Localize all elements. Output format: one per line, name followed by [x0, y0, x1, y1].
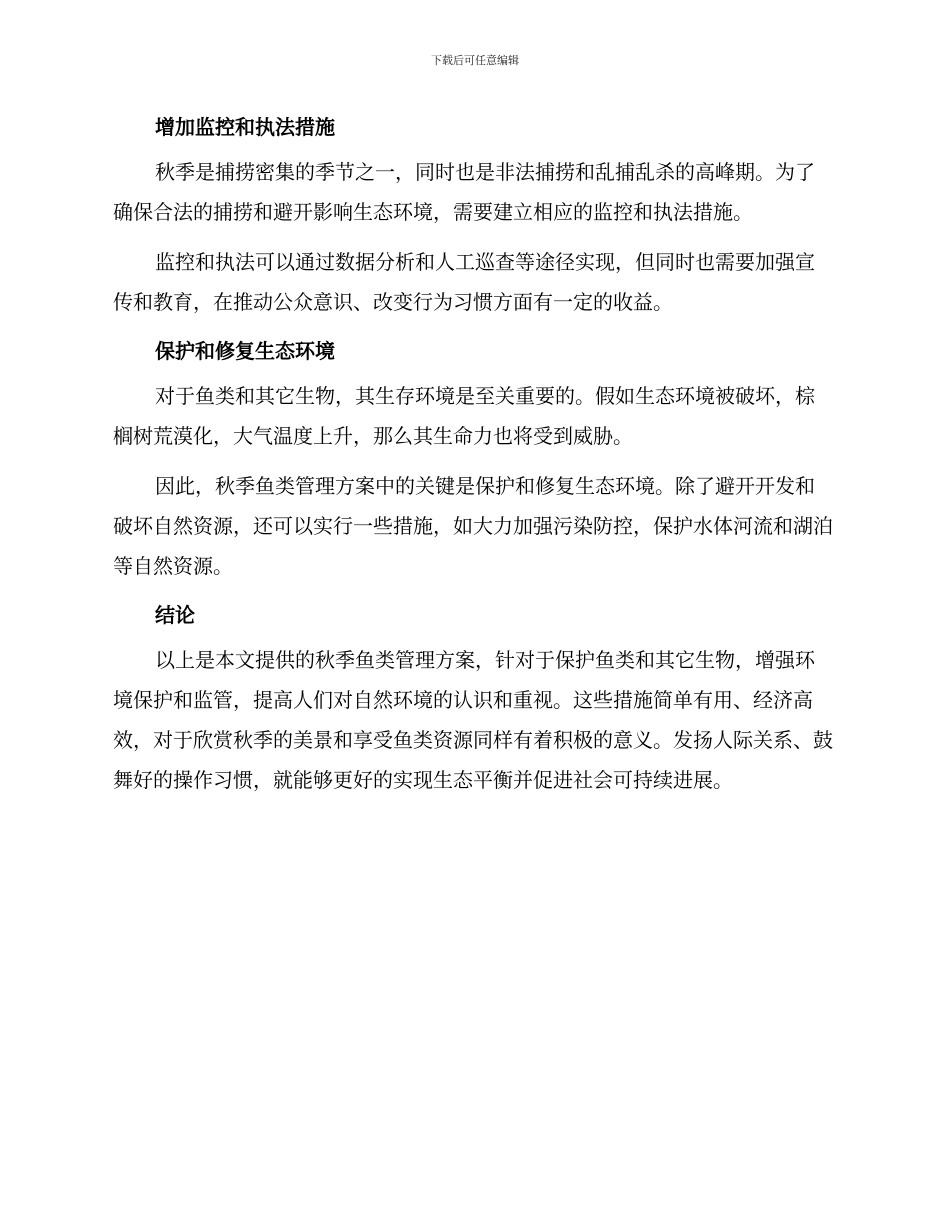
section-heading-protection: 保护和修复生态环境: [155, 339, 335, 363]
section-heading-conclusion: 结论: [155, 603, 195, 627]
section-heading-monitoring: 增加监控和执法措施: [155, 115, 335, 139]
paragraph-protection-2: 因此，秋季鱼类管理方案中的关键是保护和修复生态环境。除了避开开发和破坏自然资源，还可以实行一些措施，如大力加强污染防控，保护水体河流和湖泊等自然资源。: [113, 474, 833, 578]
paragraph-monitoring-2: 监控和执法可以通过数据分析和人工巡查等途径实现，但同时也需要加强宣传和教育，在推动公众意识、改变行为习惯方面有一定的收益。: [113, 250, 815, 314]
page-header: 下载后可任意编辑: [431, 54, 519, 67]
paragraph-conclusion-1: 以上是本文提供的秋季鱼类管理方案，针对于保护鱼类和其它生物，增强环境保护和监管，提高人们对自然环境的认识和重视。这些措施简单有用、经济高效，对于欣赏秋季的美景和享受鱼类资源同样有着积极的意义。发扬人际关系、鼓舞好的操作习惯，就能够更好的实现生态平衡并促进社会可持续进展。: [113, 648, 833, 792]
paragraph-protection-1: 对于鱼类和其它生物，其生存环境是至关重要的。假如生态环境被破坏，棕榈树荒漠化，大气温度上升，那么其生命力也将受到威胁。: [113, 384, 815, 448]
document-body: [113, 110, 833, 800]
paragraph-monitoring-1: 秋季是捕捞密集的季节之一，同时也是非法捕捞和乱捕乱杀的高峰期。为了确保合法的捕捞和避开影响生态环境，需要建立相应的监控和执法措施。: [113, 160, 815, 224]
